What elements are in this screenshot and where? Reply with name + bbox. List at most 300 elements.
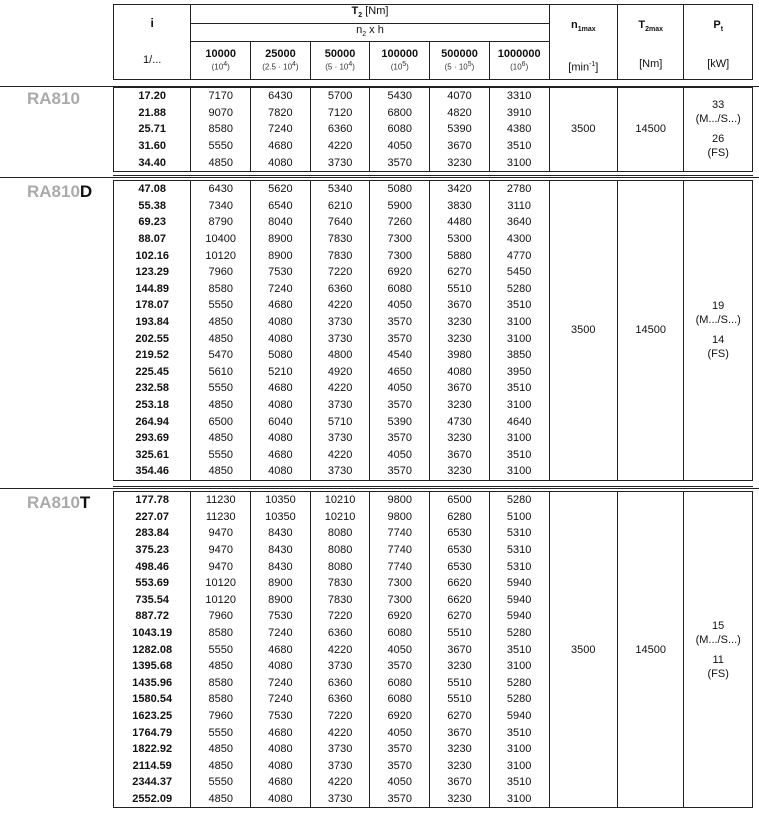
ratio-value: 553.69 [114, 575, 191, 592]
ratio-value: 202.55 [114, 330, 191, 347]
torque-value: 4050 [370, 774, 430, 791]
cycle-value: 500000 [441, 48, 478, 61]
cycle-exponent: $(10^5)$ [390, 61, 409, 73]
torque-value: 5940 [489, 575, 549, 592]
torque-value: 4080 [430, 364, 490, 381]
ratio-value: 34.40 [114, 154, 191, 171]
torque-value: 3570 [370, 741, 430, 758]
ratio-value: 1435.96 [114, 675, 191, 692]
header-t2: $T_2$ [Nm] [191, 5, 549, 24]
pt-fs: 26 [712, 133, 725, 146]
torque-value: 3670 [430, 641, 490, 658]
torque-value: 9470 [191, 525, 251, 542]
torque-value: 6620 [430, 575, 490, 592]
torque-value: 3100 [489, 758, 549, 775]
ratio-value: 102.16 [114, 247, 191, 264]
table-row [114, 181, 753, 198]
pt-ms: 33 [712, 99, 725, 112]
torque-value: 4050 [370, 297, 430, 314]
torque-value: 4050 [370, 447, 430, 464]
torque-value: 7240 [251, 625, 311, 642]
ratio-value: 2114.59 [114, 758, 191, 775]
torque-value: 4540 [370, 347, 430, 364]
ratio-value: 55.38 [114, 198, 191, 215]
pt-fs: (FS) [707, 667, 729, 680]
torque-value: 3230 [430, 397, 490, 414]
torque-value: 10120 [191, 247, 251, 264]
cycle-cell [191, 42, 251, 80]
torque-value: 4080 [251, 330, 311, 347]
ratio-value: 69.23 [114, 214, 191, 231]
torque-value: 5550 [191, 138, 251, 155]
torque-value: 7240 [251, 121, 311, 138]
torque-value: 3730 [310, 314, 370, 331]
torque-value: 5700 [310, 88, 370, 105]
pt-ms: 19 [712, 300, 725, 313]
ratio-value: 25.71 [114, 121, 191, 138]
torque-value: 5550 [191, 724, 251, 741]
pt-ms: 15 [712, 619, 725, 632]
torque-value: 6270 [430, 608, 490, 625]
torque-value: 6210 [310, 198, 370, 215]
torque-value: 10210 [310, 509, 370, 526]
torque-value: 11230 [191, 492, 251, 509]
table-header [113, 4, 753, 80]
torque-value: 3640 [489, 214, 549, 231]
torque-value: 8900 [251, 592, 311, 609]
torque-value: 4850 [191, 330, 251, 347]
torque-value: 10400 [191, 231, 251, 248]
torque-value: 5310 [489, 558, 549, 575]
torque-value: 6360 [310, 281, 370, 298]
block-separator [0, 177, 759, 178]
torque-value: 4920 [310, 364, 370, 381]
cycle-value: 1000000 [497, 48, 541, 61]
ratio-value: 375.23 [114, 542, 191, 559]
torque-value: 4220 [310, 641, 370, 658]
torque-value: 6430 [191, 181, 251, 198]
torque-value: 3100 [489, 397, 549, 414]
torque-value: 4850 [191, 791, 251, 808]
cycle-cell [310, 42, 370, 80]
ratio-value: 887.72 [114, 608, 191, 625]
torque-value: 7830 [310, 231, 370, 248]
ratio-value: 293.69 [114, 430, 191, 447]
pt-value [684, 88, 753, 172]
torque-value: 7300 [370, 575, 430, 592]
torque-value: 3670 [430, 138, 490, 155]
cycle-exponent: $(5 \cdot 10^4)$ [325, 61, 355, 73]
torque-value: 7960 [191, 608, 251, 625]
torque-value: 6360 [310, 691, 370, 708]
torque-value: 5310 [489, 525, 549, 542]
ratio-value: 144.89 [114, 281, 191, 298]
torque-value: 3730 [310, 330, 370, 347]
ratio-value: 193.84 [114, 314, 191, 331]
torque-value: 5450 [489, 264, 549, 281]
torque-value: 3670 [430, 297, 490, 314]
torque-value: 3570 [370, 758, 430, 775]
torque-value: 4220 [310, 380, 370, 397]
cycle-cell [430, 42, 490, 80]
torque-value: 5100 [489, 509, 549, 526]
torque-value: 3980 [430, 347, 490, 364]
block-separator [113, 486, 753, 487]
model-label: RA810T [27, 493, 91, 512]
ratio-value: 178.07 [114, 297, 191, 314]
pt-ms: (M.../S...) [695, 633, 741, 646]
torque-value: 5550 [191, 297, 251, 314]
torque-value: 5430 [370, 88, 430, 105]
table-row [114, 88, 753, 105]
torque-value: 3910 [489, 105, 549, 122]
header-n1max: $n_{1max}$ $[\min^{-1}]$ [549, 5, 618, 80]
torque-value: 4050 [370, 724, 430, 741]
torque-value: 6270 [430, 264, 490, 281]
header-pt: $P_t$ [kW] [684, 5, 753, 80]
torque-value: 8430 [251, 558, 311, 575]
table-row [114, 492, 753, 509]
ratio-value: 227.07 [114, 509, 191, 526]
torque-value: 4080 [251, 758, 311, 775]
ratio-value: 1580.54 [114, 691, 191, 708]
torque-value: 8430 [251, 525, 311, 542]
torque-value: 10350 [251, 509, 311, 526]
torque-value: 3510 [489, 447, 549, 464]
pt-fs: 11 [712, 653, 724, 666]
t2max-value: 14500 [618, 88, 684, 172]
torque-value: 6430 [251, 88, 311, 105]
torque-value: 4220 [310, 774, 370, 791]
ratio-value: 219.52 [114, 347, 191, 364]
torque-value: 5280 [489, 625, 549, 642]
torque-value: 3230 [430, 154, 490, 171]
torque-value: 5550 [191, 380, 251, 397]
torque-value: 4050 [370, 138, 430, 155]
torque-value: 4080 [251, 791, 311, 808]
ratio-value: 253.18 [114, 397, 191, 414]
torque-value: 3730 [310, 758, 370, 775]
torque-value: 4220 [310, 138, 370, 155]
torque-value: 6530 [430, 525, 490, 542]
ratio-value: 177.78 [114, 492, 191, 509]
torque-value: 7340 [191, 198, 251, 215]
torque-value: 3230 [430, 658, 490, 675]
ratio-value: 735.54 [114, 592, 191, 609]
torque-value: 5080 [370, 181, 430, 198]
torque-value: 5510 [430, 281, 490, 298]
pt-fs: (FS) [707, 348, 729, 361]
ratio-value: 2344.37 [114, 774, 191, 791]
torque-value: 4850 [191, 741, 251, 758]
pt-value [684, 181, 753, 481]
torque-value: 4820 [430, 105, 490, 122]
ratio-value: 1822.92 [114, 741, 191, 758]
torque-value: 8430 [251, 542, 311, 559]
torque-value: 5550 [191, 774, 251, 791]
ratio-value: 225.45 [114, 364, 191, 381]
torque-value: 3730 [310, 397, 370, 414]
torque-value: 3570 [370, 314, 430, 331]
torque-value: 7170 [191, 88, 251, 105]
torque-value: 3110 [489, 198, 549, 215]
torque-value: 4730 [430, 413, 490, 430]
torque-value: 4300 [489, 231, 549, 248]
torque-value: 7530 [251, 608, 311, 625]
i-unit: 1/... [143, 54, 162, 66]
torque-value: 7820 [251, 105, 311, 122]
ratio-value: 325.61 [114, 447, 191, 464]
cycle-exponent: $(10^4)$ [211, 61, 230, 73]
torque-value: 6270 [430, 708, 490, 725]
torque-value: 7740 [370, 558, 430, 575]
torque-value: 5390 [430, 121, 490, 138]
torque-value: 5280 [489, 492, 549, 509]
torque-value: 6920 [370, 264, 430, 281]
torque-value: 6800 [370, 105, 430, 122]
pt-ms: (M.../S...) [695, 113, 741, 126]
torque-value: 6360 [310, 675, 370, 692]
torque-value: 7830 [310, 247, 370, 264]
torque-value: 7530 [251, 708, 311, 725]
torque-value: 9470 [191, 558, 251, 575]
torque-value: 4080 [251, 741, 311, 758]
torque-value: 9800 [370, 509, 430, 526]
pt-value [684, 492, 753, 808]
torque-value: 4680 [251, 138, 311, 155]
torque-value: 4850 [191, 463, 251, 480]
torque-value: 3730 [310, 791, 370, 808]
torque-value: 3730 [310, 741, 370, 758]
header-i [114, 5, 191, 80]
torque-value: 5510 [430, 625, 490, 642]
torque-value: 3100 [489, 741, 549, 758]
torque-value: 4770 [489, 247, 549, 264]
cycle-value: 10000 [205, 48, 237, 61]
torque-value: 4080 [251, 314, 311, 331]
cycle-value: 25000 [265, 48, 296, 61]
torque-value: 4680 [251, 641, 311, 658]
n1max-value: 3500 [549, 181, 618, 481]
torque-value: 4850 [191, 314, 251, 331]
torque-value: 3100 [489, 154, 549, 171]
t2max-value: 14500 [618, 492, 684, 808]
torque-value: 5280 [489, 691, 549, 708]
torque-value: 8580 [191, 121, 251, 138]
torque-value: 5940 [489, 608, 549, 625]
torque-value: 3100 [489, 463, 549, 480]
torque-value: 6080 [370, 675, 430, 692]
torque-value: 6920 [370, 608, 430, 625]
torque-value: 4850 [191, 430, 251, 447]
torque-value: 3730 [310, 658, 370, 675]
torque-value: 6920 [370, 708, 430, 725]
torque-value: 3570 [370, 430, 430, 447]
torque-value: 6080 [370, 281, 430, 298]
ratio-value: 264.94 [114, 413, 191, 430]
torque-value: 3670 [430, 380, 490, 397]
torque-value: 5390 [370, 413, 430, 430]
ratio-value: 1764.79 [114, 724, 191, 741]
torque-value: 5880 [430, 247, 490, 264]
torque-value: 4080 [251, 463, 311, 480]
torque-value: 5940 [489, 592, 549, 609]
torque-value: 8900 [251, 231, 311, 248]
torque-value: 7240 [251, 281, 311, 298]
torque-value: 3230 [430, 463, 490, 480]
ratio-value: 1043.19 [114, 625, 191, 642]
torque-value: 5280 [489, 675, 549, 692]
torque-value: 6530 [430, 558, 490, 575]
torque-value: 5900 [370, 198, 430, 215]
torque-value: 6080 [370, 625, 430, 642]
torque-value: 7240 [251, 691, 311, 708]
torque-value: 8900 [251, 575, 311, 592]
torque-value: 3420 [430, 181, 490, 198]
torque-value: 2780 [489, 181, 549, 198]
ratio-value: 283.84 [114, 525, 191, 542]
torque-value: 6080 [370, 121, 430, 138]
torque-value: 10120 [191, 575, 251, 592]
ratio-value: 88.07 [114, 231, 191, 248]
cycle-exponent: $(10^6)$ [510, 61, 529, 73]
torque-value: 7960 [191, 708, 251, 725]
torque-value: 9470 [191, 542, 251, 559]
torque-value: 9070 [191, 105, 251, 122]
torque-value: 10210 [310, 492, 370, 509]
torque-value: 5470 [191, 347, 251, 364]
torque-value: 4850 [191, 154, 251, 171]
torque-value: 4680 [251, 724, 311, 741]
torque-value: 7300 [370, 231, 430, 248]
torque-value: 8040 [251, 214, 311, 231]
torque-value: 5340 [310, 181, 370, 198]
torque-value: 7830 [310, 575, 370, 592]
torque-value: 3570 [370, 397, 430, 414]
model-label: RA810 [27, 89, 80, 108]
torque-value: 8580 [191, 675, 251, 692]
torque-value: 4080 [251, 658, 311, 675]
torque-value: 7240 [251, 675, 311, 692]
torque-value: 3310 [489, 88, 549, 105]
torque-value: 3100 [489, 330, 549, 347]
torque-value: 3670 [430, 447, 490, 464]
torque-value: 3230 [430, 741, 490, 758]
torque-value: 5610 [191, 364, 251, 381]
torque-value: 6530 [430, 542, 490, 559]
torque-value: 3570 [370, 330, 430, 347]
torque-value: 3230 [430, 430, 490, 447]
torque-value: 3730 [310, 154, 370, 171]
t2max-value: 14500 [618, 181, 684, 481]
ratio-value: 1282.08 [114, 641, 191, 658]
torque-value: 5620 [251, 181, 311, 198]
ratio-value: 498.46 [114, 558, 191, 575]
ratio-value: 47.08 [114, 181, 191, 198]
block-separator [0, 488, 759, 489]
torque-value: 3510 [489, 724, 549, 741]
torque-value: 4080 [251, 154, 311, 171]
torque-value: 8900 [251, 247, 311, 264]
torque-value: 7740 [370, 542, 430, 559]
torque-value: 4650 [370, 364, 430, 381]
torque-value: 5080 [251, 347, 311, 364]
cycle-exponent: $(2.5 \cdot 10^4)$ [262, 61, 299, 73]
torque-value: 4680 [251, 297, 311, 314]
torque-value: 3510 [489, 380, 549, 397]
torque-value: 8580 [191, 281, 251, 298]
torque-value: 6040 [251, 413, 311, 430]
ratio-value: 31.60 [114, 138, 191, 155]
ratio-block [113, 491, 753, 808]
torque-value: 3670 [430, 724, 490, 741]
torque-value: 7830 [310, 592, 370, 609]
cycle-cell [251, 42, 311, 80]
n1max-value: 3500 [549, 88, 618, 172]
block-separator [113, 175, 753, 176]
torque-value: 5310 [489, 542, 549, 559]
torque-value: 3510 [489, 297, 549, 314]
torque-value: 3950 [489, 364, 549, 381]
torque-value: 7960 [191, 264, 251, 281]
torque-value: 8580 [191, 625, 251, 642]
torque-value: 8790 [191, 214, 251, 231]
torque-value: 3230 [430, 758, 490, 775]
torque-value: 7260 [370, 214, 430, 231]
torque-value: 4220 [310, 297, 370, 314]
torque-value: 7220 [310, 264, 370, 281]
ratio-value: 2552.09 [114, 791, 191, 808]
ratio-value: 1623.25 [114, 708, 191, 725]
torque-value: 4680 [251, 774, 311, 791]
pt-fs: (FS) [707, 147, 729, 160]
cycle-cell [489, 42, 549, 80]
torque-value: 4220 [310, 447, 370, 464]
torque-value: 6360 [310, 121, 370, 138]
torque-value: 4220 [310, 724, 370, 741]
torque-value: 4050 [370, 380, 430, 397]
cycle-value: 100000 [381, 48, 419, 61]
ratio-value: 123.29 [114, 264, 191, 281]
torque-value: 4800 [310, 347, 370, 364]
torque-value: 4080 [251, 397, 311, 414]
torque-value: 4680 [251, 447, 311, 464]
torque-value: 6500 [191, 413, 251, 430]
torque-value: 3570 [370, 154, 430, 171]
torque-value: 5710 [310, 413, 370, 430]
torque-value: 4380 [489, 121, 549, 138]
torque-value: 3830 [430, 198, 490, 215]
torque-value: 4850 [191, 658, 251, 675]
torque-value: 10350 [251, 492, 311, 509]
torque-value: 5210 [251, 364, 311, 381]
torque-value: 3570 [370, 463, 430, 480]
torque-value: 4050 [370, 641, 430, 658]
torque-value: 5550 [191, 641, 251, 658]
ratio-block [113, 180, 753, 481]
torque-value: 6500 [430, 492, 490, 509]
torque-value: 3510 [489, 641, 549, 658]
torque-value: 3100 [489, 430, 549, 447]
torque-value: 3850 [489, 347, 549, 364]
torque-value: 3570 [370, 791, 430, 808]
torque-value: 4640 [489, 413, 549, 430]
torque-value: 8080 [310, 542, 370, 559]
torque-value: 7300 [370, 247, 430, 264]
ratio-value: 21.88 [114, 105, 191, 122]
torque-value: 4850 [191, 397, 251, 414]
ratio-value: 17.20 [114, 88, 191, 105]
